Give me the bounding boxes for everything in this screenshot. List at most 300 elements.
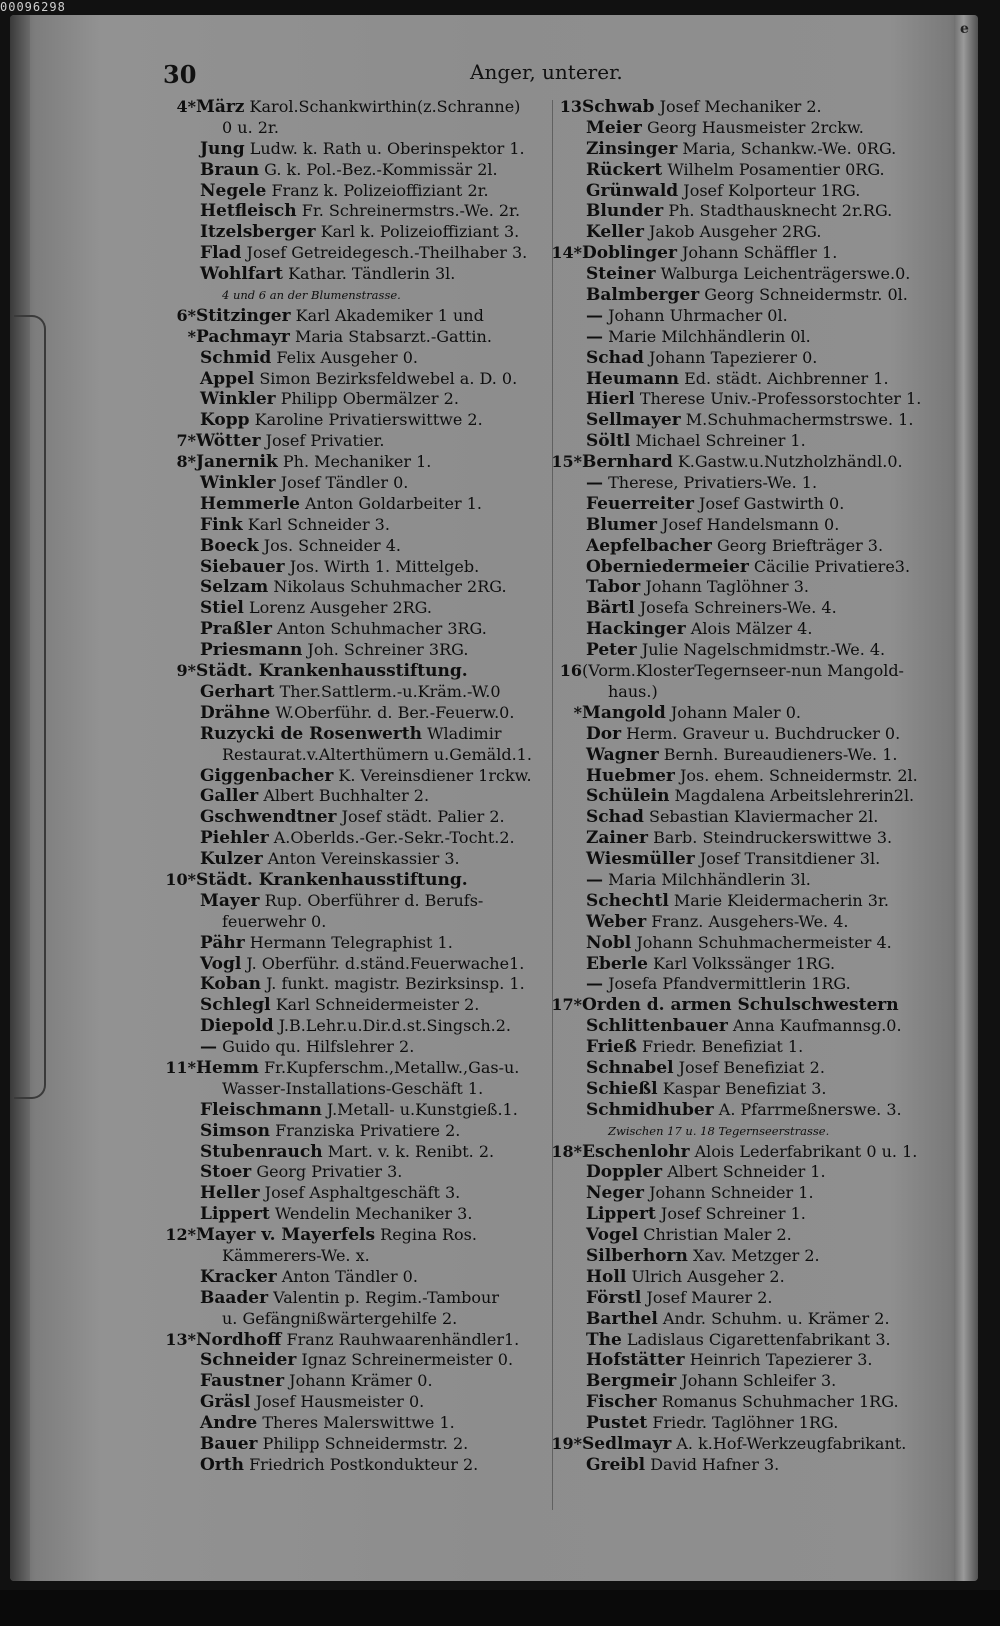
resident-surname: Faustner (200, 1371, 285, 1392)
entry-continuation: Kämmerers-We. x. (222, 1245, 370, 1265)
directory-entry (548, 369, 958, 390)
directory-entry (162, 619, 557, 640)
resident-surname: Hackinger (586, 619, 686, 640)
directory-entry (162, 515, 557, 536)
edge-letters: e (960, 21, 969, 37)
resident-surname: Flad (200, 243, 242, 264)
directory-entry (162, 1121, 557, 1142)
resident-surname: Priesmann (200, 640, 303, 661)
resident-surname: Mayer (200, 890, 260, 911)
resident-surname: Gerhart (200, 681, 275, 702)
resident-surname: Städt. Krankenhausstiftung. (196, 869, 468, 890)
resident-details: Josef Hausmeister 0. (255, 1392, 425, 1412)
resident-surname: Greibl (586, 1454, 646, 1475)
resident-details: Fr. Schreinermstrs.-We. 2r. (301, 201, 521, 221)
page-number: 30 (163, 60, 197, 89)
directory-entry (162, 577, 557, 598)
directory-entry (162, 974, 557, 995)
directory-entry (548, 536, 958, 557)
resident-surname: — (586, 974, 603, 995)
directory-entry (162, 849, 557, 870)
directory-entry (162, 807, 557, 828)
directory-entry (548, 160, 958, 181)
resident-details: Georg Hausmeister 2rckw. (646, 117, 864, 137)
directory-entry (548, 912, 958, 933)
directory-entry (162, 536, 557, 557)
directory-entry (162, 369, 557, 390)
resident-details: Johann Taglöhner 3. (645, 577, 809, 597)
directory-entry (548, 1142, 958, 1163)
resident-details: Cäcilie Privatiere3. (753, 556, 911, 576)
resident-details: Lorenz Ausgeher 2RG. (248, 598, 432, 618)
directory-entry (548, 181, 958, 202)
directory-entry (548, 1058, 958, 1079)
directory-entry (548, 1162, 958, 1183)
directory-entry (548, 473, 958, 494)
resident-details: A. Pfarrmeßnerswe. 3. (718, 1099, 902, 1119)
directory-entry (162, 1413, 557, 1434)
resident-details: Nikolaus Schuhmacher 2RG. (273, 577, 507, 597)
resident-details: G. k. Pol.-Bez.-Kommissär 2l. (264, 159, 498, 179)
resident-surname: Heller (200, 1183, 260, 1204)
entry-continuation: Wasser-Installations-Geschäft 1. (222, 1078, 484, 1098)
directory-entry (548, 1434, 958, 1455)
resident-details: Hermann Telegraphist 1. (249, 932, 453, 952)
resident-surname: Selzam (200, 577, 269, 598)
directory-entry (162, 160, 557, 181)
resident-surname: Blunder (586, 201, 664, 222)
resident-surname: Stubenrauch (200, 1141, 323, 1162)
resident-surname: Sedlmayr (582, 1434, 672, 1454)
resident-details: Karl k. Polizeioffiziant 3. (320, 222, 520, 242)
resident-surname: Kopp (200, 410, 250, 431)
resident-surname: Itzelsberger (200, 222, 316, 243)
resident-details: Andr. Schuhm. u. Krämer 2. (662, 1308, 890, 1328)
directory-entry (548, 1455, 958, 1476)
resident-details: Ludw. k. Rath u. Oberinspektor 1. (249, 138, 525, 158)
resident-details: Albert Schneider 1. (667, 1162, 826, 1182)
directory-entry (162, 1455, 557, 1476)
resident-surname: Lippert (586, 1204, 656, 1225)
directory-entry (548, 139, 958, 160)
resident-details: Josef Gastwirth 0. (699, 493, 845, 513)
left-column (162, 97, 557, 1476)
resident-surname: Piehler (200, 828, 269, 849)
directory-entry (162, 201, 557, 222)
resident-details: J. funkt. magistr. Bezirksinsp. 1. (266, 974, 525, 994)
directory-entry (162, 1392, 557, 1413)
section-note: 4 und 6 an der Blumenstrasse. (222, 288, 401, 303)
resident-surname: Aepfelbacher (586, 535, 712, 556)
resident-surname: Gschwendtner (200, 807, 337, 828)
directory-entry (548, 1204, 958, 1225)
resident-details: K.Gastw.u.Nutzholzhändl.0. (677, 452, 903, 472)
directory-entry (548, 557, 958, 578)
directory-entry (548, 410, 958, 431)
resident-details: Anna Kaufmannsg.0. (732, 1016, 902, 1036)
directory-entry (162, 181, 557, 202)
resident-details: Josefa Schreiners-We. 4. (639, 598, 837, 618)
directory-entry (162, 1350, 557, 1371)
resident-surname: Orden d. armen Schulschwestern (582, 995, 899, 1016)
directory-entry (548, 640, 958, 661)
resident-surname: Galler (200, 786, 259, 807)
resident-surname: Eberle (586, 953, 648, 974)
resident-details: Maria Stabsarzt.-Gattin. (294, 326, 492, 346)
resident-details: Georg Briefträger 3. (716, 535, 884, 555)
directory-entry (162, 1183, 557, 1204)
resident-surname: Bernhard (582, 452, 673, 473)
resident-surname: Feuerreiter (586, 493, 694, 514)
directory-entry (548, 1413, 958, 1434)
directory-entry (162, 431, 557, 452)
resident-details: Fr.Kupferschm.,Metallw.,Gas-u. (263, 1057, 520, 1077)
house-number: 7* (176, 431, 196, 451)
resident-surname: Doppler (586, 1162, 663, 1183)
directory-entry (162, 306, 557, 327)
house-number: 12* (165, 1225, 196, 1245)
resident-surname: Zainer (586, 828, 649, 849)
house-number: 4* (176, 97, 196, 116)
resident-details: Jakob Ausgeher 2RG. (649, 222, 822, 242)
directory-entry (162, 1330, 557, 1351)
resident-details: Anton Schuhmacher 3RG. (277, 619, 487, 639)
resident-details: Therese, Privatiers-We. 1. (608, 473, 818, 493)
resident-surname: Schad (586, 807, 644, 828)
resident-details: Valentin p. Regim.-Tambour (273, 1287, 499, 1307)
resident-surname: Ruzycki de Rosenwerth (200, 723, 422, 744)
resident-surname: Lippert (200, 1204, 270, 1225)
house-number: 14* (551, 243, 582, 263)
directory-entry (162, 1162, 557, 1183)
right-column (548, 97, 958, 1476)
resident-surname: Nobl (586, 932, 632, 953)
house-number: * (187, 326, 196, 346)
resident-details: Albert Buchhalter 2. (263, 786, 430, 806)
directory-entry (162, 389, 557, 410)
resident-details: Barb. Steindruckerswittwe 3. (653, 828, 893, 848)
resident-details: Johann Tapezierer 0. (648, 347, 818, 367)
directory-entry (548, 306, 958, 327)
resident-details: Maria, Schankw.-We. 0RG. (682, 138, 897, 158)
resident-details: Alois Lederfabrikant 0 u. 1. (694, 1141, 918, 1161)
resident-surname: Vogel (586, 1225, 639, 1246)
resident-surname: Pähr (200, 932, 245, 953)
directory-entry (548, 724, 958, 745)
resident-surname: Schad (586, 347, 644, 368)
resident-surname: Wohlfart (200, 264, 283, 285)
resident-surname: Dor (586, 723, 622, 744)
resident-surname: Pachmayr (196, 326, 290, 347)
resident-surname: Hofstätter (586, 1350, 685, 1371)
directory-entry (548, 1016, 958, 1037)
directory-entry (548, 243, 958, 264)
directory-entry (548, 1371, 958, 1392)
directory-entry (162, 682, 557, 703)
resident-surname: Winkler (200, 389, 276, 410)
resident-details: Johann Schuhmachermeister 4. (636, 932, 892, 952)
directory-entry (162, 1204, 557, 1225)
directory-entry (548, 1183, 958, 1204)
resident-details: Friedr. Taglöhner 1RG. (652, 1413, 839, 1433)
house-number: 15* (551, 452, 582, 472)
resident-surname: — (586, 305, 603, 326)
resident-details: Jos. Schneider 4. (263, 535, 402, 555)
resident-details: Ph. Mechaniker 1. (282, 452, 432, 472)
resident-surname: Giggenbacher (200, 765, 334, 786)
resident-surname: Söltl (586, 431, 631, 452)
resident-details: Josef Benefiziat 2. (678, 1057, 825, 1077)
directory-entry (548, 1225, 958, 1246)
resident-details: Franz k. Polizeioffiziant 2r. (271, 180, 489, 200)
directory-entry (162, 786, 557, 807)
directory-entry (162, 97, 557, 118)
resident-details: Joh. Schreiner 3RG. (307, 640, 469, 660)
resident-details: Christian Maler 2. (643, 1225, 792, 1245)
directory-entry (548, 807, 958, 828)
resident-surname: Oberniedermeier (586, 556, 749, 577)
resident-surname: Baader (200, 1287, 269, 1308)
resident-details: Johann Schleifer 3. (681, 1371, 837, 1391)
resident-details: Jos. ehem. Schneidermstr. 2l. (679, 765, 918, 785)
directory-entry (548, 1079, 958, 1100)
directory-entry (548, 619, 958, 640)
resident-details: Johann Schneider 1. (649, 1183, 814, 1203)
entry-continuation: Restaurat.v.Alterthümern u.Gemäld.1. (222, 744, 532, 764)
resident-details: Anton Tändler 0. (281, 1266, 418, 1286)
directory-entry (548, 703, 958, 724)
resident-surname: Hemmerle (200, 493, 300, 514)
directory-entry (548, 1330, 958, 1351)
page-tab-outline (14, 315, 46, 1099)
directory-entry (548, 327, 958, 348)
resident-surname: Braun (200, 159, 260, 180)
resident-surname: Janernik (196, 452, 278, 473)
resident-details: (Vorm.KlosterTegernseer-nun Mangold- (582, 661, 904, 681)
resident-details: Therese Univ.-Professorstochter 1. (639, 389, 922, 409)
directory-entry (162, 703, 557, 724)
resident-surname: Bauer (200, 1434, 258, 1454)
resident-details: Xav. Metzger 2. (692, 1245, 820, 1265)
directory-entry (162, 933, 557, 954)
resident-details: Georg Privatier 3. (256, 1162, 403, 1182)
resident-details: Ladislaus Cigarettenfabrikant 3. (626, 1329, 891, 1349)
resident-details: Maria Milchhändlerin 3l. (608, 869, 811, 889)
scan-id: 00096298 (0, 0, 66, 14)
house-number: 9* (176, 661, 196, 681)
resident-surname: Grünwald (586, 180, 679, 201)
resident-details: Josef Asphaltgeschäft 3. (264, 1183, 461, 1203)
resident-surname: Bergmeir (586, 1371, 677, 1392)
resident-details: Josef Handelsmann 0. (662, 514, 840, 534)
resident-details: Josef Transitdiener 3l. (699, 849, 881, 869)
resident-details: J. Oberführ. d.ständ.Feuerwache1. (246, 953, 525, 973)
resident-details: Franz. Ausgehers-We. 4. (651, 911, 849, 931)
resident-surname: Praßler (200, 619, 272, 640)
resident-details: J.B.Lehr.u.Dir.d.st.Singsch.2. (278, 1016, 511, 1036)
directory-entry (162, 598, 557, 619)
house-number: 13 (559, 97, 582, 116)
resident-surname: Mayer v. Mayerfels (196, 1225, 376, 1246)
resident-surname: Barthel (586, 1308, 658, 1329)
resident-surname: Blumer (586, 514, 657, 535)
directory-entry (162, 1016, 557, 1037)
resident-details: David Hafner 3. (650, 1454, 780, 1474)
resident-surname: Balmberger (586, 285, 700, 306)
directory-entry (162, 557, 557, 578)
directory-entry (162, 473, 557, 494)
resident-surname: Gräsl (200, 1392, 251, 1413)
directory-entry (548, 766, 958, 787)
resident-details: Wendelin Mechaniker 3. (274, 1204, 473, 1224)
resident-details: Josefa Pfandvermittlerin 1RG. (608, 974, 851, 994)
resident-surname: Nordhoff (196, 1329, 282, 1350)
resident-surname: Winkler (200, 473, 276, 494)
directory-entry (162, 891, 557, 912)
resident-surname: Boeck (200, 535, 259, 556)
resident-details: Magdalena Arbeitslehrerin2l. (674, 786, 915, 806)
resident-surname: Mangold (582, 702, 666, 723)
resident-surname: Wiesmüller (586, 849, 695, 870)
resident-surname: Diepold (200, 1016, 274, 1037)
resident-surname: Appel (200, 368, 255, 389)
directory-entry (162, 828, 557, 849)
entry-continuation: feuerwehr 0. (222, 911, 327, 931)
resident-surname: Weber (586, 911, 647, 932)
resident-details: Michael Schreiner 1. (635, 431, 806, 451)
resident-surname: Jung (200, 138, 245, 159)
directory-entry (162, 348, 557, 369)
entry-continuation: haus.) (608, 681, 658, 701)
directory-entry (162, 139, 557, 160)
directory-entry (162, 661, 557, 682)
resident-surname: Stitzinger (196, 305, 291, 326)
resident-surname: Peter (586, 640, 637, 661)
house-number: 8* (176, 452, 196, 472)
directory-entry (548, 1246, 958, 1267)
directory-entry (548, 222, 958, 243)
resident-surname: Koban (200, 974, 262, 995)
resident-surname: Simson (200, 1120, 270, 1141)
entry-continuation: u. Gefängnißwärtergehilfe 2. (222, 1308, 458, 1328)
directory-entry (548, 348, 958, 369)
house-number: 6* (176, 305, 196, 325)
resident-surname: Wötter (196, 431, 261, 452)
resident-details: J.Metall- u.Kunstgieß.1. (326, 1099, 518, 1119)
resident-details: Johann Maler 0. (670, 702, 801, 722)
resident-details: Franziska Privatiere 2. (275, 1120, 461, 1140)
directory-entry (162, 1225, 557, 1246)
directory-entry (548, 995, 958, 1016)
directory-entry (548, 201, 958, 222)
directory-entry (162, 243, 557, 264)
resident-details: Josef Maurer 2. (646, 1287, 773, 1307)
resident-surname: Fleischmann (200, 1099, 322, 1120)
directory-entry (548, 264, 958, 285)
resident-details: Theres Malerswittwe 1. (262, 1413, 455, 1433)
resident-details: Alois Mälzer 4. (690, 619, 813, 639)
directory-entry (548, 786, 958, 807)
section-note: Zwischen 17 u. 18 Tegernseerstrasse. (608, 1123, 830, 1138)
resident-surname: Hemm (196, 1057, 259, 1078)
resident-surname: Eschenlohr (582, 1141, 690, 1162)
directory-entry (548, 891, 958, 912)
resident-surname: Schülein (586, 786, 670, 807)
directory-entry (548, 1288, 958, 1309)
resident-surname: Keller (586, 222, 644, 243)
resident-details: Josef Kolporteur 1RG. (683, 180, 861, 200)
house-number: 19* (551, 1434, 582, 1453)
running-head: Anger, unterer. (470, 60, 623, 84)
resident-details: Karl Akademiker 1 und (295, 305, 484, 325)
house-number: 11* (165, 1057, 196, 1077)
resident-details: Mart. v. k. Renibt. 2. (327, 1141, 495, 1161)
resident-surname: März (196, 97, 245, 117)
resident-surname: Schneider (200, 1350, 297, 1371)
resident-details: Heinrich Tapezierer 3. (689, 1350, 873, 1370)
directory-entry (162, 766, 557, 787)
resident-details: Sebastian Klaviermacher 2l. (648, 807, 879, 827)
directory-entry (548, 1267, 958, 1288)
resident-details: Josef Getreidegesch.-Theilhaber 3. (246, 243, 528, 263)
resident-details: Josef Tändler 0. (280, 473, 409, 493)
directory-entry (162, 1100, 557, 1121)
resident-surname: Städt. Krankenhausstiftung. (196, 661, 468, 682)
directory-entry (548, 828, 958, 849)
resident-surname: Stiel (200, 598, 244, 619)
scan-border (0, 1590, 1000, 1626)
resident-details: Regina Ros. (380, 1225, 477, 1245)
directory-entry (162, 327, 557, 348)
directory-entry (548, 431, 958, 452)
resident-details: Josef Privatier. (265, 431, 385, 451)
resident-surname: Bärtl (586, 598, 635, 619)
directory-entry (548, 494, 958, 515)
directory-entry (548, 870, 958, 891)
resident-surname: Hetfleisch (200, 201, 297, 222)
directory-entry (162, 264, 557, 285)
resident-surname: Sellmayer (586, 410, 681, 431)
resident-surname: — (586, 869, 603, 890)
resident-surname: Förstl (586, 1287, 642, 1308)
resident-surname: Heumann (586, 368, 679, 389)
resident-surname: Kracker (200, 1266, 277, 1287)
resident-surname: Kulzer (200, 849, 263, 870)
resident-surname: Orth (200, 1454, 244, 1475)
directory-entry (548, 933, 958, 954)
resident-details: Georg Schneidermstr. 0l. (704, 285, 908, 305)
directory-entry (548, 1392, 958, 1413)
resident-surname: Schmid (200, 347, 272, 368)
resident-surname: Schechtl (586, 890, 669, 911)
resident-details: Julie Nagelschmidmstr.-We. 4. (641, 640, 886, 660)
directory-entry (548, 285, 958, 306)
resident-details: Kathar. Tändlerin 3l. (288, 264, 456, 284)
directory-entry (162, 954, 557, 975)
resident-surname: Wagner (586, 744, 659, 765)
resident-details: Wladimir (427, 723, 502, 743)
resident-surname: Schnabel (586, 1057, 674, 1078)
resident-details: Marie Kleidermacherin 3r. (673, 890, 889, 910)
resident-surname: Stoer (200, 1162, 252, 1183)
resident-surname: Fink (200, 514, 243, 535)
house-number: 13* (165, 1329, 196, 1349)
resident-details: Ed. städt. Aichbrenner 1. (684, 368, 889, 388)
resident-surname: Hierl (586, 389, 635, 410)
resident-surname: — (586, 473, 603, 494)
house-number: 17* (551, 995, 582, 1015)
resident-surname: — (200, 1037, 217, 1058)
